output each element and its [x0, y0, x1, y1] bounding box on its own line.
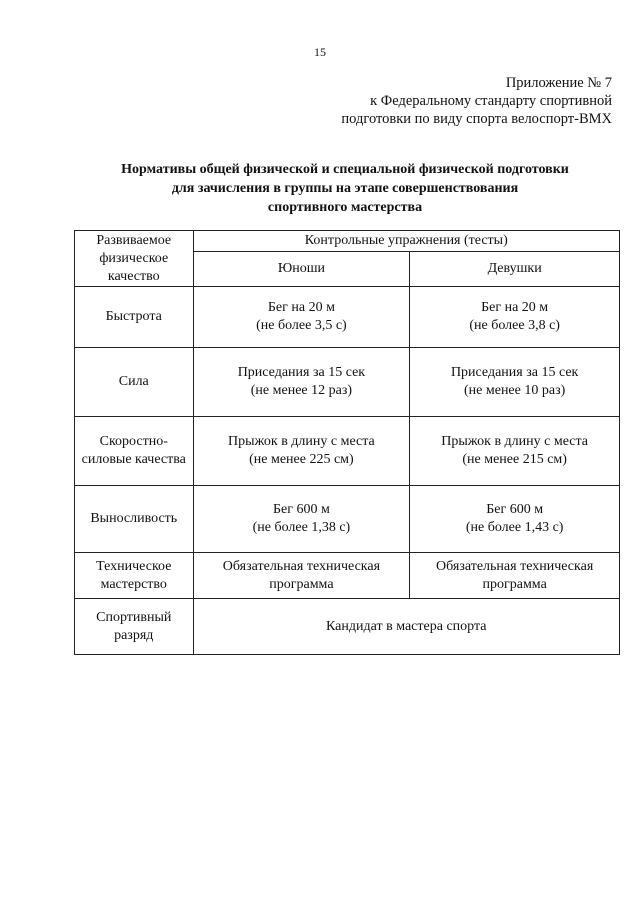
girls-test: Прыжок в длину с места — [441, 434, 588, 449]
girls-test: Обязательная техническая — [436, 558, 594, 574]
girls-norm: программа — [482, 576, 547, 592]
boys-norm: (не более 1,38 с) — [252, 520, 351, 535]
girls-cell — [410, 486, 620, 553]
boys-test: Приседания за 15 сек — [237, 365, 366, 380]
girls-norm: (не более 3,8 с) — [469, 318, 560, 333]
girls-cell — [410, 417, 620, 486]
table-row — [75, 486, 620, 553]
quality-text: Техническое — [96, 558, 172, 574]
girls-cell — [410, 348, 620, 417]
header-boys-cell: Юноши — [193, 252, 410, 287]
boys-cell — [193, 348, 410, 417]
appendix-line-2: к Федеральному стандарту спортивной — [370, 93, 612, 109]
girls-norm: (не более 1,43 с) — [465, 520, 564, 535]
boys-test: Бег 600 м — [272, 502, 330, 517]
standards-table — [74, 230, 620, 655]
boys-cell — [193, 417, 410, 486]
girls-test: Приседания за 15 сек — [450, 365, 579, 380]
boys-test: Прыжок в длину с места — [228, 434, 375, 449]
girls-test: Бег 600 м — [486, 502, 544, 517]
quality-text: Скоростно- — [99, 434, 168, 449]
title-line-2: для зачисления в группы на этапе совершенствования — [171, 181, 519, 196]
girls-norm: (не менее 10 раз) — [464, 383, 566, 398]
document-title — [0, 160, 640, 217]
boys-test: Бег на 20 м — [267, 300, 335, 315]
header-quality-line: качество — [107, 268, 160, 284]
header-quality-cell — [75, 231, 194, 287]
quality-cell — [75, 486, 194, 553]
table-row — [75, 417, 620, 486]
girls-test: Бег на 20 м — [481, 300, 549, 315]
boys-test: Обязательная техническая — [222, 558, 381, 574]
title-line-3: спортивного мастерства — [267, 200, 423, 215]
girls-cell — [410, 287, 620, 348]
boys-cell — [193, 553, 410, 599]
quality-text: Выносливость — [90, 511, 178, 526]
header-girls-cell: Девушки — [410, 252, 620, 287]
quality-cell — [75, 348, 194, 417]
appendix-reference — [341, 74, 612, 128]
appendix-line-3: подготовки по виду спорта велоспорт-ВМХ — [341, 111, 612, 127]
rank-value-cell: Кандидат в мастера спорта — [193, 599, 619, 655]
quality-cell — [75, 287, 194, 348]
boys-norm: программа — [269, 576, 334, 592]
appendix-line-1: Приложение № 7 — [505, 75, 612, 91]
quality-cell — [75, 417, 194, 486]
boys-norm: (не менее 225 см) — [249, 452, 354, 467]
quality-text: мастерство — [100, 576, 167, 592]
header-quality-line: физическое — [99, 250, 169, 266]
boys-norm: (не более 3,5 с) — [256, 318, 347, 333]
table-row — [75, 348, 620, 417]
table-row — [75, 287, 620, 348]
header-quality-line: Развиваемое — [96, 232, 172, 248]
quality-text: Сила — [118, 374, 149, 389]
quality-cell — [75, 599, 194, 655]
table-header-row — [75, 231, 620, 252]
quality-text: Спортивный — [96, 609, 172, 625]
quality-cell — [75, 553, 194, 599]
girls-norm: (не менее 215 см) — [462, 452, 567, 467]
girls-cell — [410, 553, 620, 599]
page-number: 15 — [314, 45, 326, 59]
quality-text: разряд — [114, 627, 154, 643]
boys-cell — [193, 287, 410, 348]
quality-text: Быстрота — [105, 309, 162, 324]
header-exercises-cell: Контрольные упражнения (тесты) — [193, 231, 619, 252]
table-row — [75, 553, 620, 599]
boys-norm: (не менее 12 раз) — [250, 383, 353, 398]
boys-cell — [193, 486, 410, 553]
table-row — [75, 599, 620, 655]
title-line-1: Нормативы общей физической и специальной физической подготовки — [121, 162, 569, 177]
quality-text: силовые качества — [81, 452, 186, 467]
